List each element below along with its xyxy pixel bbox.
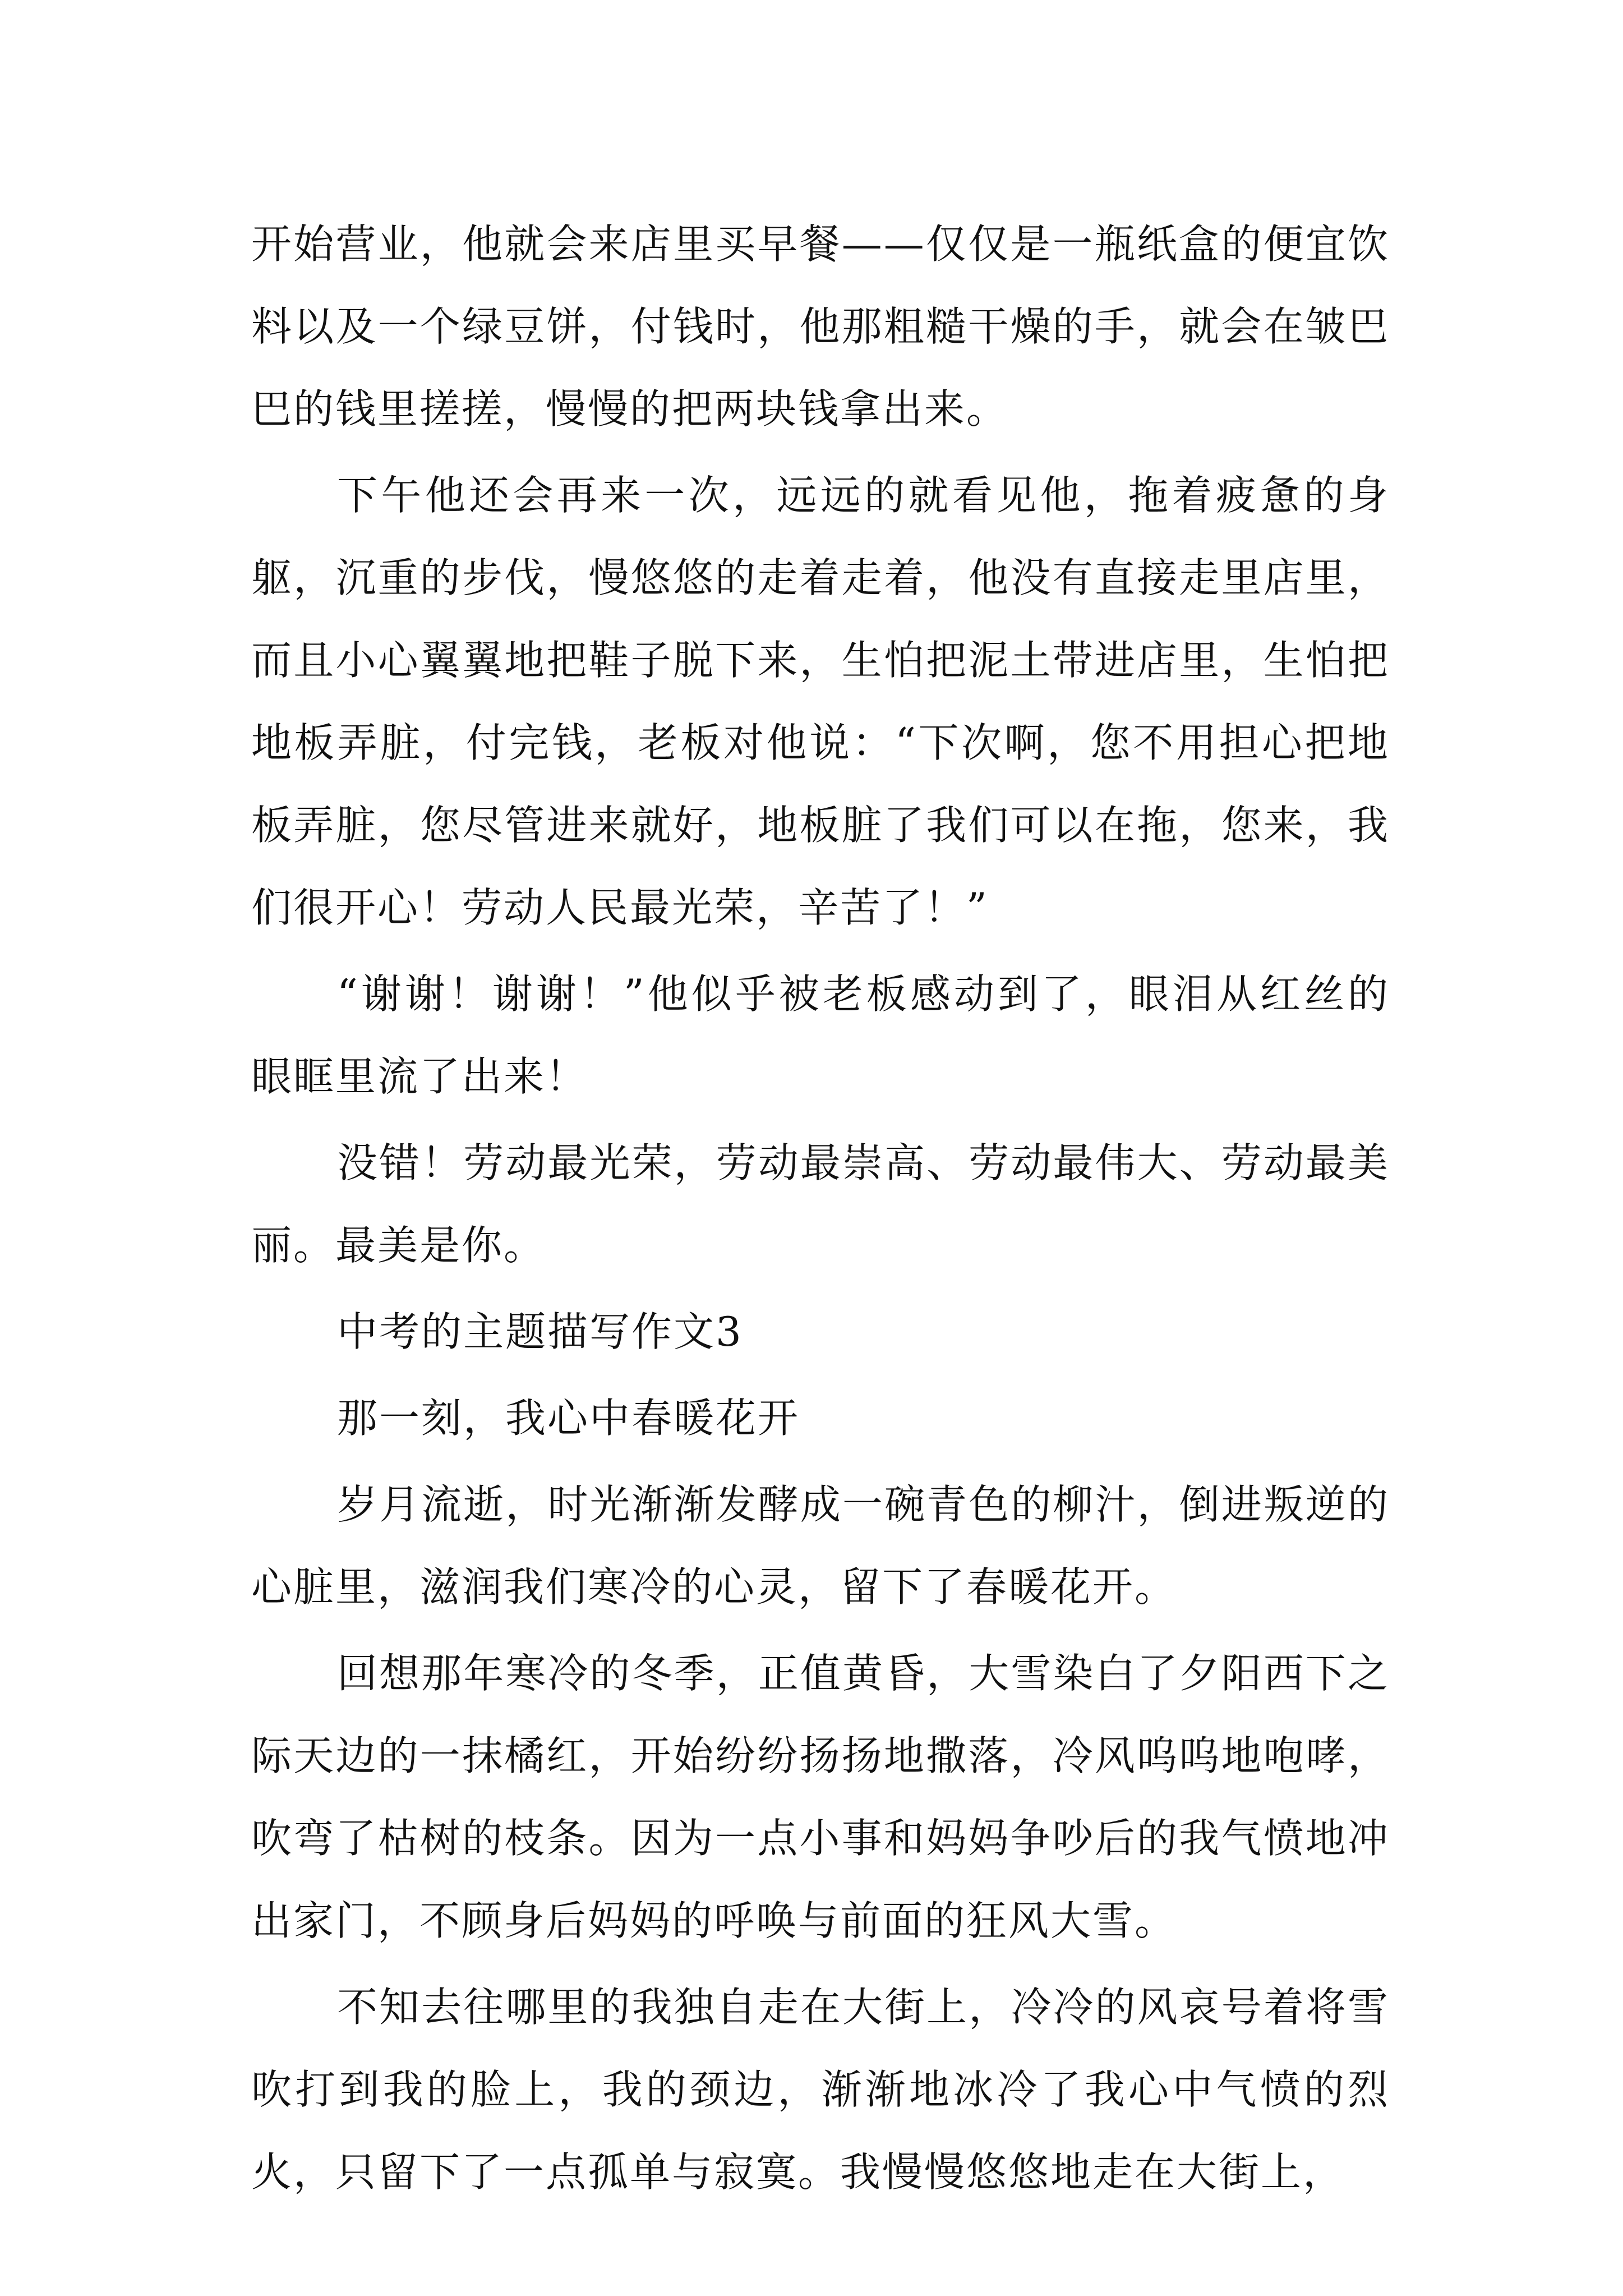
document-body (251, 203, 1390, 2217)
paragraph-3: “谢谢！谢谢！”他似乎被老板感动到了，眼泪从红丝的眼眶里流了出来！ (251, 970, 1390, 1100)
paragraph-4: 没错！劳动最光荣，劳动最崇高、劳动最伟大、劳动最美丽。最美是你。 (251, 1139, 1390, 1269)
paragraph-7: 不知去往哪里的我独自走在大街上，冷冷的风哀号着将雪吹打到我的脸上，我的颈边，渐渐地冰冷了我心中气愤的烈火，只留下了一点孤单与寂寞。我慢慢悠悠地走在大街上， (251, 1984, 1390, 2196)
essay-title: 那一刻，我心中春暖花开 (337, 1395, 800, 1442)
section-heading: 中考的主题描写作文3 (337, 1308, 743, 1355)
paragraph-1: 开始营业，他就会来店里买早餐——仅仅是一瓶纸盒的便宜饮料以及一个绿豆饼，付钱时，他那粗糙干燥的手，就会在皱巴巴的钱里搓搓，慢慢的把两块钱拿出来。 (251, 220, 1390, 432)
paragraph-2: 下午他还会再来一次，远远的就看见他，拖着疲惫的身躯，沉重的步伐，慢悠悠的走着走着，他没有直接走里店里，而且小心翼翼地把鞋子脱下来，生怕把泥土带进店里，生怕把地板弄脏，付完钱，老板对他说：“下次啊，您不用担心把地板弄脏，您尽管进来就好，地板脏了我们可以在拖，您来，我们很开心！劳动人民最光荣，辛苦了！” (251, 472, 1390, 931)
paragraph-6: 回想那年寒冷的冬季，正值黄昏，大雪染白了夕阳西下之际天边的一抹橘红，开始纷纷扬扬地撒落，冷风呜呜地咆哮，吹弯了枯树的枝条。因为一点小事和妈妈争吵后的我气愤地冲出家门，不顾身后妈妈的呼唤与前面的狂风大雪。 (251, 1650, 1390, 1944)
paragraph-5: 岁月流逝，时光渐渐发酵成一碗青色的柳汁，倒进叛逆的心脏里，滋润我们寒冷的心灵，留下了春暖花开。 (251, 1481, 1390, 1611)
